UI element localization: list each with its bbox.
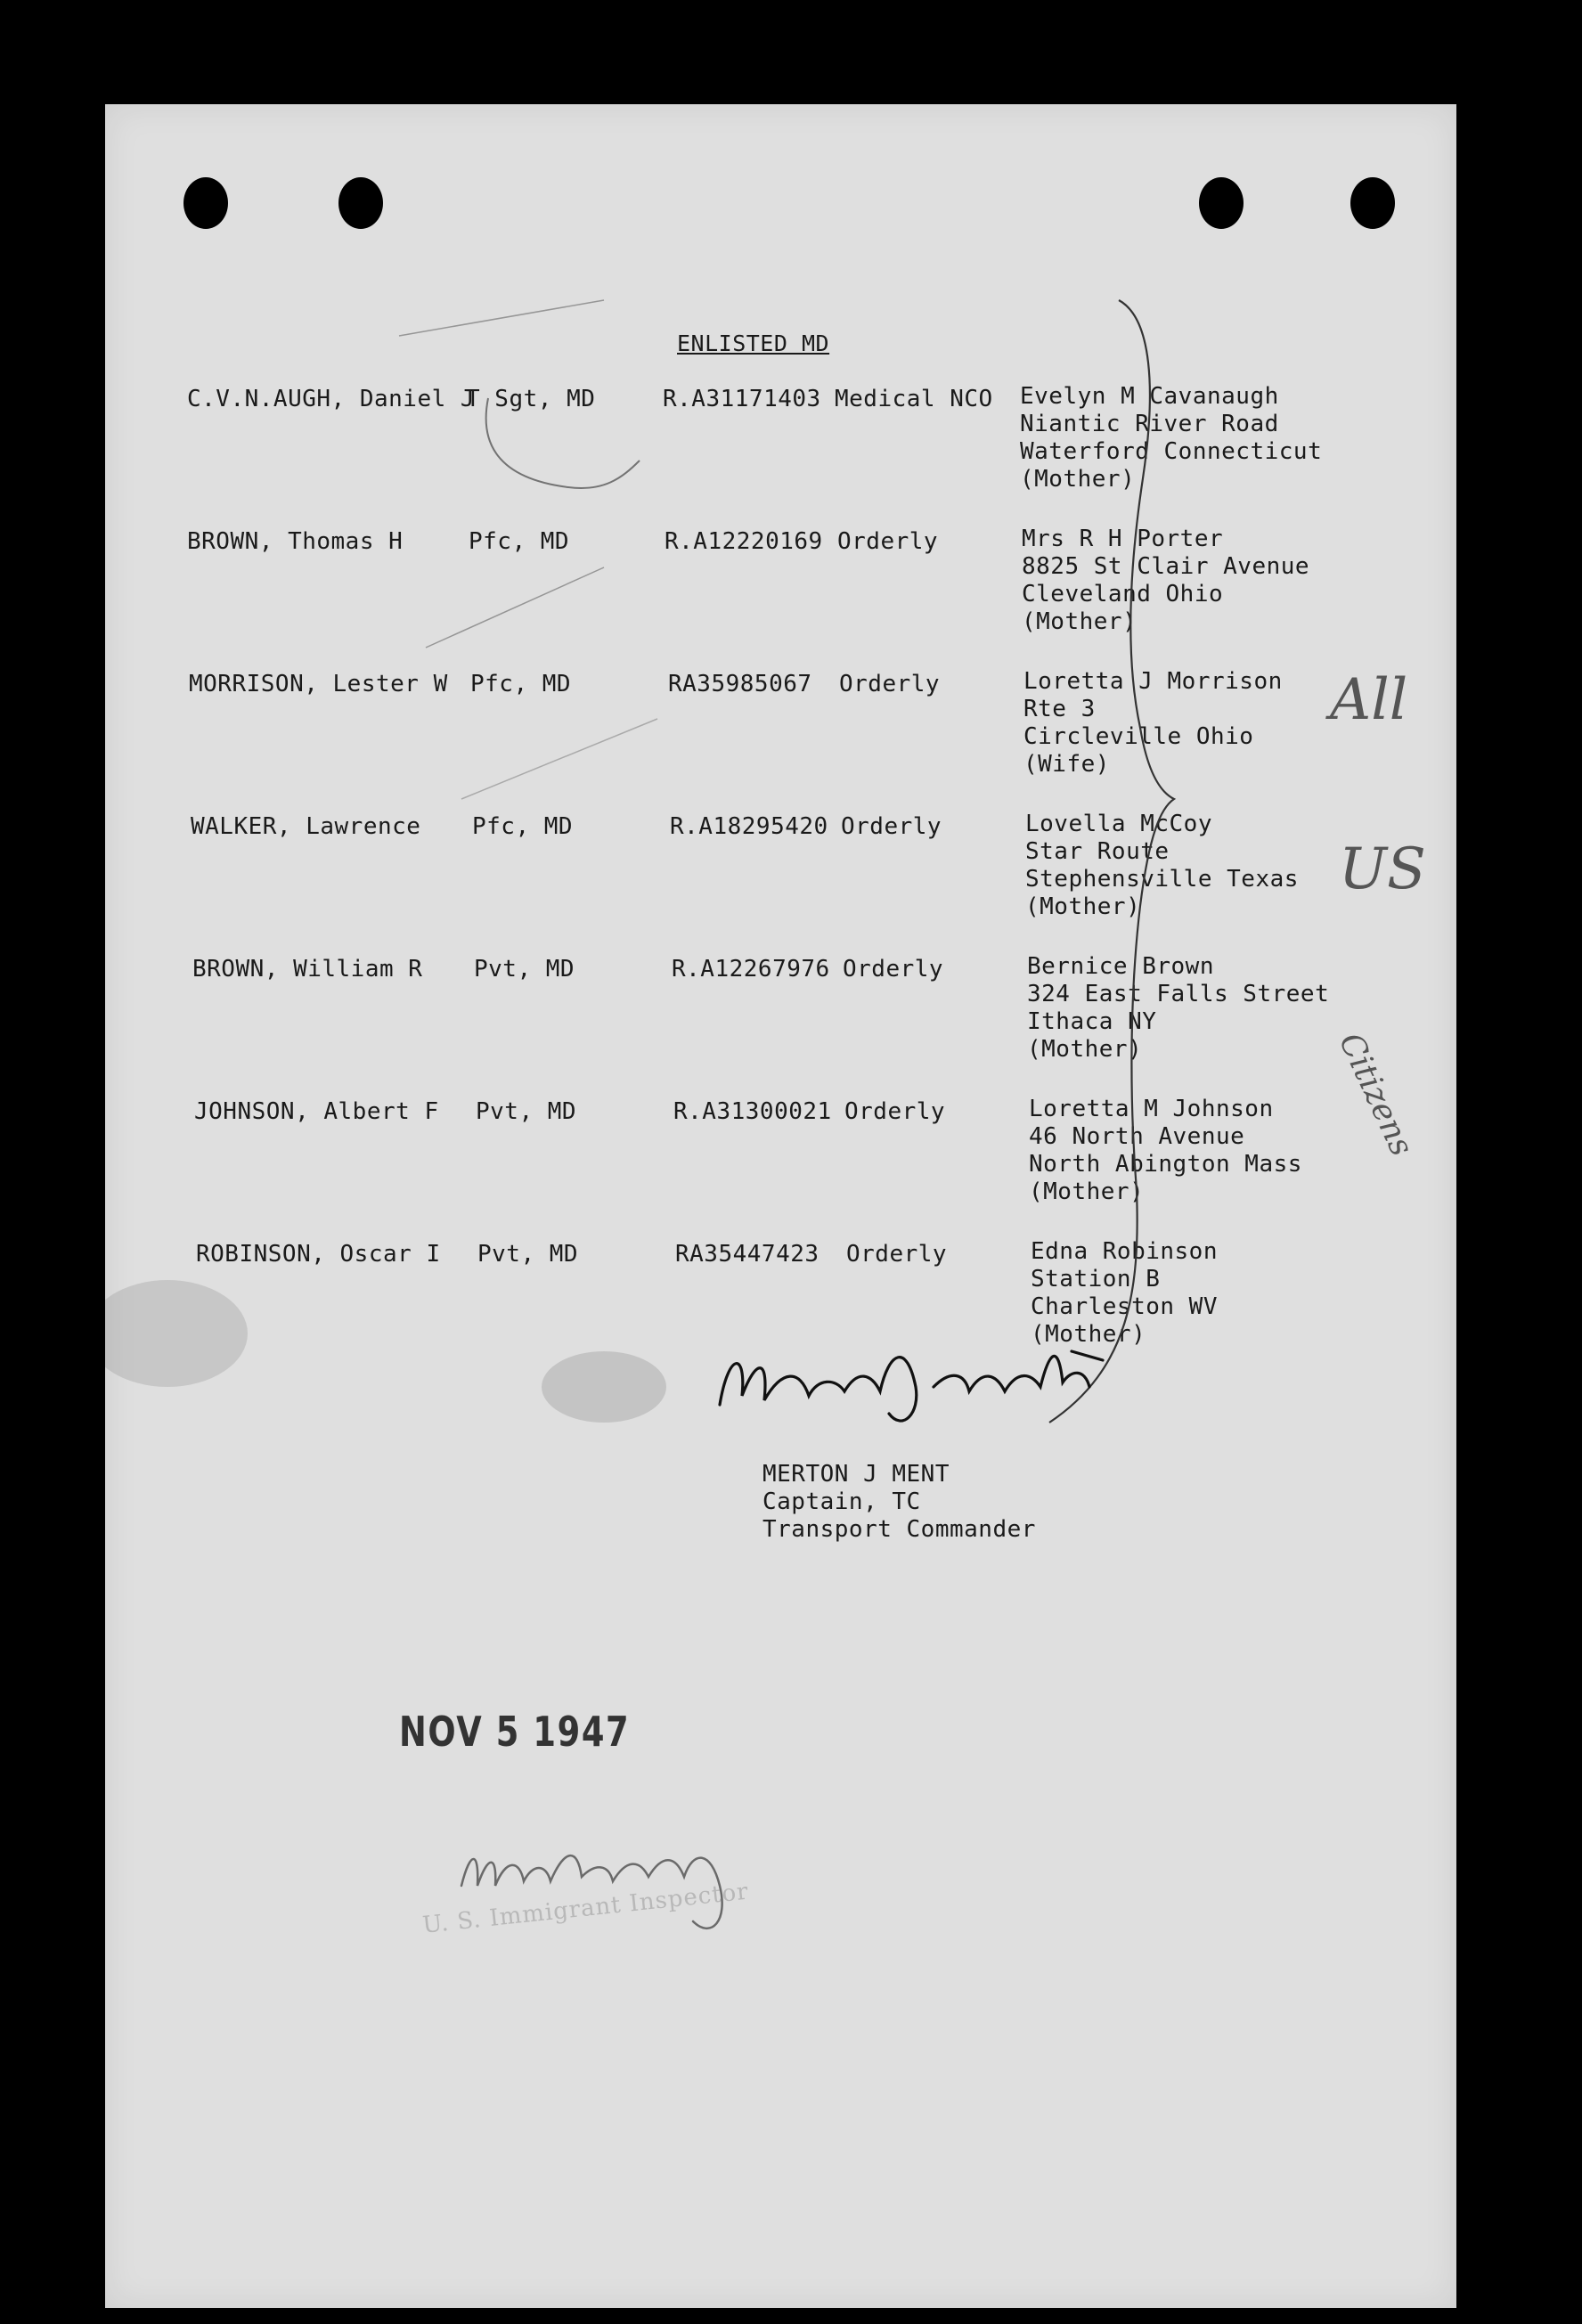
contact-line: (Mother)	[1027, 1036, 1143, 1063]
pen-stroke	[461, 719, 657, 799]
roster-role: Orderly	[839, 671, 941, 697]
roster-role: Orderly	[837, 528, 939, 555]
contact-line: Mrs R H Porter	[1022, 526, 1224, 552]
margin-note: All	[1330, 667, 1408, 733]
contact-line: Rte 3	[1023, 696, 1096, 722]
contact-line: Stephensville Texas	[1025, 866, 1299, 893]
roster-serial: R.A12267976	[672, 956, 830, 983]
margin-note: US	[1339, 836, 1426, 902]
roster-rank: Pfc, MD	[470, 671, 572, 697]
ink-smudge	[542, 1351, 666, 1423]
section-heading: ENLISTED MD	[677, 330, 830, 356]
inspector-signature-scrawl	[461, 1855, 722, 1929]
signature-scrawl	[720, 1351, 1103, 1421]
contact-line: 8825 St Clair Avenue	[1022, 553, 1310, 580]
roster-rank: Pfc, MD	[472, 813, 574, 840]
roster-rank: T Sgt, MD	[466, 386, 596, 412]
brace-mark	[1049, 300, 1174, 1423]
contact-line: (Mother)	[1031, 1321, 1146, 1348]
roster-role: Orderly	[844, 1098, 946, 1125]
roster-rank: Pvt, MD	[474, 956, 575, 983]
roster-name: BROWN, William R	[192, 956, 423, 983]
roster-rank: Pvt, MD	[476, 1098, 577, 1125]
signature-line: MERTON J MENT	[762, 1461, 950, 1488]
roster-role: Orderly	[843, 956, 944, 983]
contact-line: 324 East Falls Street	[1027, 981, 1330, 1007]
inspector-stamp: U. S. Immigrant Inspector	[421, 1878, 750, 1939]
roster-rank: Pvt, MD	[477, 1241, 579, 1268]
contact-line: Ithaca NY	[1027, 1008, 1157, 1035]
pen-stroke	[486, 398, 640, 488]
handwriting-layer	[105, 104, 1456, 2308]
contact-line: (Mother)	[1025, 893, 1141, 920]
contact-line: Star Route	[1025, 838, 1170, 865]
contact-line: Cleveland Ohio	[1022, 581, 1224, 608]
roster-name: ROBINSON, Oscar I	[196, 1241, 441, 1268]
contact-line: Evelyn M Cavanaugh	[1020, 383, 1279, 410]
contact-line: Lovella McCoy	[1025, 811, 1212, 837]
document-page	[105, 104, 1456, 2308]
date-stamp: NOV 5 1947	[399, 1708, 631, 1756]
roster-role: Orderly	[846, 1241, 948, 1268]
contact-line: Circleville Ohio	[1023, 723, 1254, 750]
roster-role: Orderly	[841, 813, 942, 840]
contact-line: North Abington Mass	[1029, 1151, 1302, 1178]
roster-name: WALKER, Lawrence	[191, 813, 421, 840]
contact-line: Station B	[1031, 1266, 1161, 1292]
pen-stroke	[399, 300, 604, 336]
contact-line: Loretta M Johnson	[1029, 1096, 1274, 1122]
margin-note: Citizens	[1331, 1027, 1421, 1162]
roster-serial: RA35447423	[675, 1241, 820, 1268]
roster-name: C.V.N.AUGH, Daniel J	[187, 386, 476, 412]
roster-serial: R.A18295420	[670, 813, 828, 840]
ink-smudge	[105, 1280, 248, 1387]
contact-line: Waterford Connecticut	[1020, 438, 1323, 465]
roster-name: MORRISON, Lester W	[189, 671, 448, 697]
roster-serial: R.A12220169	[665, 528, 823, 555]
roster-rank: Pfc, MD	[469, 528, 570, 555]
pen-stroke	[426, 567, 604, 648]
contact-line: (Mother)	[1020, 466, 1136, 493]
contact-line: (Mother)	[1029, 1178, 1145, 1205]
contact-line: (Wife)	[1023, 751, 1110, 778]
roster-serial: R.A31300021	[673, 1098, 832, 1125]
contact-line: Edna Robinson	[1031, 1238, 1218, 1265]
contact-line: 46 North Avenue	[1029, 1123, 1245, 1150]
contact-line: (Mother)	[1022, 608, 1138, 635]
roster-name: BROWN, Thomas H	[187, 528, 404, 555]
roster-serial: RA35985067	[668, 671, 812, 697]
roster-serial: R.A31171403	[663, 386, 821, 412]
contact-line: Loretta J Morrison	[1023, 668, 1283, 695]
roster-role: Medical NCO	[835, 386, 993, 412]
roster-name: JOHNSON, Albert F	[194, 1098, 439, 1125]
contact-line: Charleston WV	[1031, 1293, 1218, 1320]
contact-line: Bernice Brown	[1027, 953, 1214, 980]
signature-line: Transport Commander	[762, 1516, 1036, 1543]
contact-line: Niantic River Road	[1020, 411, 1279, 437]
signature-line: Captain, TC	[762, 1488, 921, 1515]
